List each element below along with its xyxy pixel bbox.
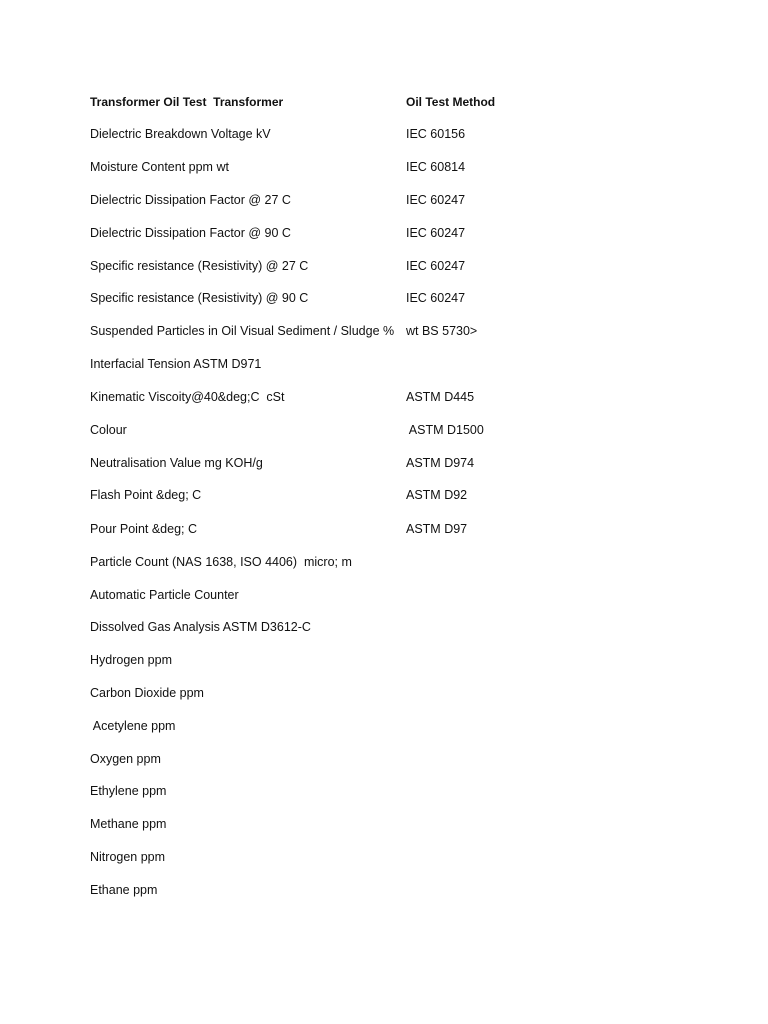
- test-row: [90, 749, 710, 769]
- test-row: [90, 288, 710, 308]
- test-name: Oxygen ppm: [90, 752, 161, 766]
- test-row: [90, 650, 710, 670]
- test-row: [90, 354, 710, 374]
- test-name: Dielectric Dissipation Factor @ 90 C: [90, 226, 291, 240]
- test-name: Ethane ppm: [90, 883, 158, 897]
- test-method: ASTM D97: [406, 522, 468, 536]
- test-name: Specific resistance (Resistivity) @ 90 C: [90, 291, 309, 305]
- test-row: [90, 585, 710, 605]
- test-name: Ethylene ppm: [90, 784, 167, 798]
- test-method: IEC 60247: [406, 193, 466, 207]
- test-row: [90, 847, 710, 867]
- test-method: ASTM D92: [406, 488, 468, 502]
- header-method-label: Oil Test Method: [406, 95, 496, 109]
- test-method: IEC 60247: [406, 259, 466, 273]
- test-name: Flash Point &deg; C: [90, 488, 202, 502]
- test-row: [90, 453, 710, 473]
- header-test-label: Transformer Oil Test Transformer: [90, 95, 284, 109]
- test-method: IEC 60247: [406, 291, 466, 305]
- test-name: Specific resistance (Resistivity) @ 27 C: [90, 259, 309, 273]
- test-row: [90, 814, 710, 834]
- test-row: [90, 256, 710, 276]
- test-row: [90, 157, 710, 177]
- test-name: Neutralisation Value mg KOH/g: [90, 456, 263, 470]
- header-row: [90, 92, 710, 112]
- test-row: [90, 420, 710, 440]
- test-row: [90, 124, 710, 144]
- test-name: Particle Count (NAS 1638, ISO 4406) micro; m: [90, 555, 352, 569]
- test-method: IEC 60814: [406, 160, 466, 174]
- test-row: [90, 223, 710, 243]
- test-row: [90, 716, 710, 736]
- test-method: ASTM D974: [406, 456, 475, 470]
- test-name: Dielectric Breakdown Voltage kV: [90, 127, 271, 141]
- test-row: [90, 552, 710, 572]
- test-row: [90, 683, 710, 703]
- test-name: Dissolved Gas Analysis ASTM D3612-C: [90, 620, 311, 634]
- test-method: IEC 60156: [406, 127, 466, 141]
- test-name: Suspended Particles in Oil Visual Sediment / Sludge %: [90, 324, 395, 338]
- test-name: Colour: [90, 423, 127, 437]
- test-name: Moisture Content ppm wt: [90, 160, 229, 174]
- test-name: Pour Point &deg; C: [90, 522, 198, 536]
- test-row: [90, 519, 710, 539]
- test-row: [90, 880, 710, 900]
- test-row: [90, 617, 710, 637]
- test-row: [90, 321, 710, 341]
- test-method: wt BS 5730>: [406, 324, 478, 338]
- test-name: Interfacial Tension ASTM D971: [90, 357, 262, 371]
- test-name: Acetylene ppm: [90, 719, 176, 733]
- test-name: Nitrogen ppm: [90, 850, 166, 864]
- test-name: Kinematic Viscoity@40&deg;C cSt: [90, 390, 285, 404]
- test-row: [90, 485, 710, 505]
- test-method: ASTM D1500: [406, 423, 484, 437]
- test-row: [90, 781, 710, 801]
- test-name: Dielectric Dissipation Factor @ 27 C: [90, 193, 291, 207]
- test-name: Methane ppm: [90, 817, 167, 831]
- test-method: IEC 60247: [406, 226, 466, 240]
- test-row: [90, 387, 710, 407]
- test-name: Automatic Particle Counter: [90, 588, 239, 602]
- test-name: Carbon Dioxide ppm: [90, 686, 204, 700]
- test-method: ASTM D445: [406, 390, 475, 404]
- test-row: [90, 190, 710, 210]
- test-name: Hydrogen ppm: [90, 653, 172, 667]
